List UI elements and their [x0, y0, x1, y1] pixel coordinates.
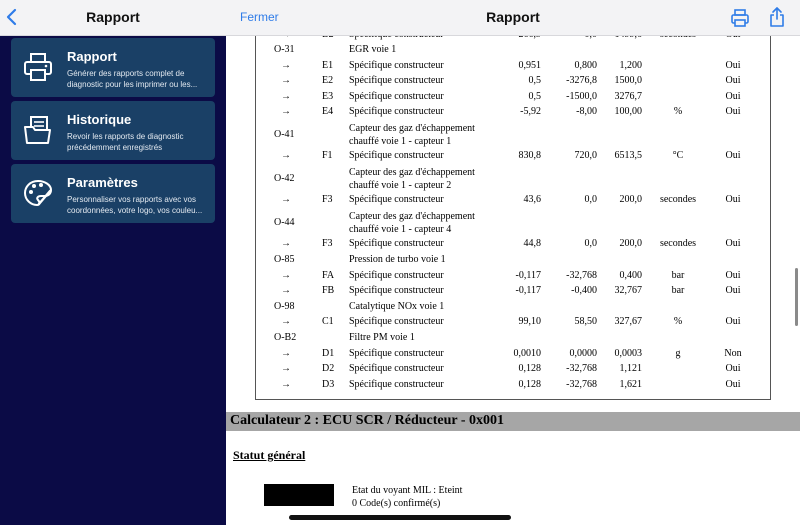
- table-row: [226, 270, 800, 285]
- row-arrow: →: [281, 378, 291, 390]
- row-min: -1500,0: [566, 90, 597, 102]
- row-pid: D1: [322, 347, 335, 359]
- table-row: [226, 316, 800, 331]
- card-title: Historique: [67, 112, 132, 127]
- card-description-line1: Personnaliser vos rapports avec vos: [67, 195, 196, 204]
- group-header-row: [226, 301, 800, 316]
- row-unit: g: [675, 347, 681, 359]
- row-pid: C1: [322, 316, 334, 328]
- row-pid: E1: [322, 59, 334, 71]
- row-pid: F3: [322, 194, 333, 206]
- row-pid: E3: [322, 90, 334, 102]
- table-row: [226, 194, 800, 209]
- mil-status: [352, 484, 462, 510]
- group-description: Filtre PM voie 1: [349, 332, 415, 343]
- section-header: [226, 412, 800, 431]
- row-max: 6513,5: [614, 150, 642, 162]
- row-unit: bar: [671, 269, 685, 281]
- table-row: [226, 285, 800, 300]
- row-pid: E4: [322, 106, 334, 118]
- page-title: Rapport: [486, 9, 540, 25]
- table-row: [226, 106, 800, 121]
- row-min: -32,768: [566, 363, 597, 375]
- row-status: Oui: [725, 150, 741, 162]
- group-code: O-44: [274, 217, 295, 228]
- row-min: 0,0000: [569, 347, 597, 359]
- row-description: Spécifique constructeur: [349, 59, 444, 71]
- home-indicator[interactable]: [289, 515, 511, 520]
- row-description: Spécifique constructeur: [349, 90, 444, 102]
- row-min: -32,768: [566, 269, 597, 281]
- row-value: 0,128: [518, 363, 541, 375]
- group-header-row: [226, 166, 800, 194]
- group-code: O-85: [274, 254, 295, 265]
- row-status: Oui: [725, 285, 741, 297]
- row-value: 0,5: [528, 90, 541, 102]
- group-description: Catalytique NOx voie 1: [349, 300, 445, 312]
- row-min: 720,0: [574, 150, 597, 162]
- table-row: [226, 91, 800, 106]
- table-row: [226, 363, 800, 378]
- row-status: Oui: [725, 90, 741, 102]
- row-unit: bar: [671, 285, 685, 297]
- row-min: -0,400: [571, 285, 597, 297]
- group-code: O-31: [274, 44, 295, 55]
- row-unit: secondes: [659, 194, 697, 206]
- report-header: [226, 0, 800, 36]
- row-pid: FA: [322, 269, 335, 281]
- sidebar-item-parametres[interactable]: [11, 164, 215, 223]
- row-arrow: →: [281, 285, 291, 297]
- row-status: Oui: [725, 316, 741, 328]
- row-min: 58,50: [574, 316, 597, 328]
- group-code: O-42: [274, 173, 295, 184]
- row-status: Non: [724, 347, 742, 359]
- row-arrow: →: [281, 150, 291, 162]
- row-description: Spécifique constructeur: [349, 316, 444, 328]
- card-description: [67, 194, 212, 216]
- row-max: 1,621: [619, 378, 642, 390]
- row-pid: F1: [322, 150, 333, 162]
- group-header-row: [226, 332, 800, 347]
- row-arrow: →: [281, 106, 291, 118]
- group-description: Pression de turbo voie 1: [349, 254, 446, 265]
- sidebar-title: Rapport: [86, 9, 140, 25]
- row-max: 32,767: [614, 285, 642, 297]
- row-unit: %: [673, 106, 683, 118]
- row-description: Spécifique constructeur: [349, 347, 444, 359]
- card-description-line2: diagnostic pour les imprimer ou les...: [67, 80, 198, 89]
- row-status: Oui: [725, 378, 741, 390]
- sidebar-item-rapport[interactable]: [11, 38, 215, 97]
- row-min: 0,0: [584, 238, 597, 250]
- row-value: 0,0010: [513, 347, 541, 359]
- row-status: Oui: [725, 269, 741, 281]
- table-row: [226, 379, 800, 394]
- row-description: Spécifique constructeur: [349, 269, 444, 281]
- row-description: Spécifique constructeur: [349, 75, 444, 87]
- row-min: -32,768: [566, 378, 597, 390]
- row-unit: %: [673, 316, 683, 328]
- row-description: Spécifique constructeur: [349, 363, 444, 375]
- mil-line: Etat du voyant MIL : Eteint: [352, 485, 463, 496]
- row-status: Oui: [725, 59, 741, 71]
- table-row: [226, 238, 800, 253]
- row-pid: FB: [322, 285, 335, 297]
- row-description: Spécifique constructeur: [349, 150, 444, 162]
- row-max: 3276,7: [614, 90, 642, 102]
- card-description-line1: Générer des rapports complet de: [67, 69, 185, 78]
- row-status: Oui: [725, 75, 741, 87]
- group-description-line1: Capteur des gaz d'échappement: [349, 211, 475, 222]
- row-value: -5,92: [520, 106, 541, 118]
- sidebar-item-historique[interactable]: [11, 101, 215, 160]
- row-arrow: →: [281, 90, 291, 102]
- row-arrow: →: [281, 75, 291, 87]
- palette-icon: [22, 177, 54, 209]
- row-status: Oui: [725, 106, 741, 118]
- report-pane: [226, 0, 800, 525]
- row-arrow: →: [281, 59, 291, 71]
- group-description: [349, 210, 475, 236]
- share-icon[interactable]: [767, 6, 787, 28]
- section-title: Calculateur 2 : ECU SCR / Réducteur - 0x001: [230, 413, 505, 428]
- row-arrow: →: [281, 363, 291, 375]
- group-description-line2: chauffé voie 1 - capteur 2: [349, 180, 452, 191]
- row-max: 327,67: [614, 316, 642, 328]
- sidebar: [0, 0, 226, 525]
- group-description: [349, 122, 475, 148]
- group-description-line2: chauffé voie 1 - capteur 4: [349, 224, 452, 235]
- row-max: 100,00: [614, 106, 642, 118]
- row-max: 200,0: [619, 238, 642, 250]
- row-min: 0,0: [584, 194, 597, 206]
- card-description: [67, 68, 212, 90]
- sidebar-header: [0, 0, 226, 36]
- row-max: 0,400: [619, 269, 642, 281]
- group-header-row: [226, 122, 800, 150]
- row-max: 200,0: [619, 194, 642, 206]
- documents-icon: [22, 114, 54, 146]
- row-value: 0,128: [518, 378, 541, 390]
- card-description-line1: Revoir les rapports de diagnostic: [67, 132, 184, 141]
- row-pid: D3: [322, 378, 335, 390]
- row-value: 830,8: [518, 150, 541, 162]
- row-value: 0,5: [528, 75, 541, 87]
- group-header-row: [226, 44, 800, 59]
- group-header-row: [226, 210, 800, 238]
- card-title: Rapport: [67, 49, 117, 64]
- row-arrow: →: [281, 238, 291, 250]
- group-description: EGR voie 1: [349, 44, 397, 55]
- row-description: Spécifique constructeur: [349, 106, 444, 118]
- scrollbar[interactable]: [795, 268, 798, 326]
- row-min: -8,00: [576, 106, 597, 118]
- codes-line: 0 Code(s) confirmé(s): [352, 498, 441, 509]
- row-value: -0,117: [515, 285, 541, 297]
- statut-title: Statut général: [233, 448, 306, 462]
- row-unit: °C: [672, 150, 684, 162]
- row-description: Spécifique constructeur: [349, 285, 444, 297]
- row-status: Oui: [725, 238, 741, 250]
- row-pid: F3: [322, 238, 333, 250]
- table-row: [226, 60, 800, 75]
- row-arrow: →: [281, 347, 291, 359]
- row-status: Oui: [725, 194, 741, 206]
- row-status: Oui: [725, 363, 741, 375]
- row-max: 0,0003: [614, 347, 642, 359]
- row-arrow: →: [281, 316, 291, 328]
- row-description: Spécifique constructeur: [349, 238, 444, 250]
- group-header-row: [226, 254, 800, 269]
- mil-indicator-image: [264, 484, 334, 506]
- row-description: Spécifique constructeur: [349, 194, 444, 206]
- card-title: Paramètres: [67, 175, 138, 190]
- close-button[interactable]: Fermer: [240, 10, 279, 24]
- printer-icon: [22, 51, 54, 83]
- row-max: 1,121: [619, 363, 642, 375]
- table-row: [226, 150, 800, 165]
- row-value: -0,117: [515, 269, 541, 281]
- group-description-line2: chauffé voie 1 - capteur 1: [349, 136, 452, 147]
- group-description: [349, 166, 475, 192]
- table-row: [226, 348, 800, 363]
- row-pid: D2: [322, 363, 335, 375]
- group-code: O-98: [274, 300, 295, 312]
- group-description-line1: Capteur des gaz d'échappement: [349, 123, 475, 134]
- row-description: Spécifique constructeur: [349, 378, 444, 390]
- table-row: [226, 75, 800, 90]
- row-value: 44,8: [523, 238, 541, 250]
- row-unit: secondes: [659, 238, 697, 250]
- row-max: 1,200: [619, 59, 642, 71]
- row-max: 1500,0: [614, 75, 642, 87]
- group-code: O-B2: [274, 332, 297, 343]
- row-value: 43,6: [523, 194, 541, 206]
- card-description-line2: précédemment enregistrés: [67, 143, 163, 152]
- group-description-line1: Capteur des gaz d'échappement: [349, 167, 475, 178]
- row-min: -3276,8: [566, 75, 597, 87]
- group-code: O-41: [274, 129, 295, 140]
- card-description: [67, 131, 212, 153]
- row-arrow: →: [281, 269, 291, 281]
- row-value: 0,951: [518, 59, 541, 71]
- card-description-line2: coordonnées, votre logo, vos couleu...: [67, 206, 203, 215]
- printer-icon[interactable]: [730, 8, 750, 28]
- row-pid: E2: [322, 75, 334, 87]
- row-min: 0,800: [574, 59, 597, 71]
- row-value: 99,10: [518, 316, 541, 328]
- row-arrow: →: [281, 194, 291, 206]
